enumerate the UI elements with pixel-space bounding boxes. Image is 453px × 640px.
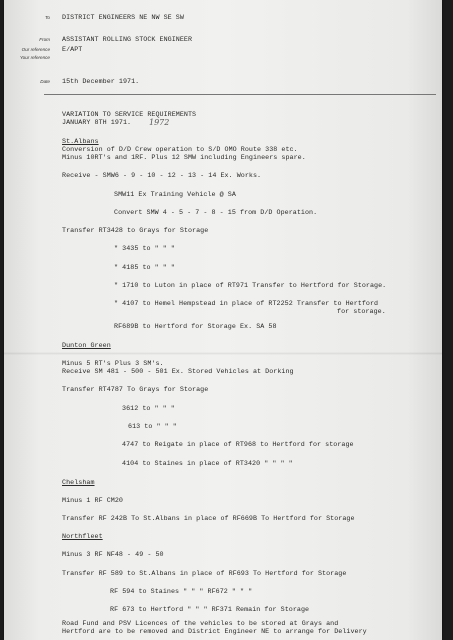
st-albans-transfer-3: " 4185 to " " " [114,264,175,272]
section-heading-northfleet: Northfleet [62,533,103,541]
northfleet-transfer-1: Transfer RF 589 to St.Albans in place of RF693 To Hertford for Storage [62,570,347,578]
northfleet-line-1: Minus 3 RF NF48 - 49 - 50 [62,551,164,559]
from-value: ASSISTANT ROLLING STOCK ENGINEER [62,36,193,44]
to-label: To [45,15,50,20]
st-albans-convert: Convert SMW 4 - 5 - 7 - 8 - 15 from D/D Operation. [114,209,318,217]
st-albans-transfer-5: " 4107 to Hemel Hempstead in place of RT2252 Transfer to Hertford [114,300,379,308]
dunton-transfer-5: 4104 to Staines in place of RT3420 " " " " [122,460,293,468]
memo-sheet [4,0,442,640]
header-rule [44,94,436,95]
dunton-line-1: Minus 5 RT's Plus 3 SM's. [62,360,164,368]
chelsham-line-1: Minus 1 RF CM20 [62,497,123,505]
section-heading-chelsham: Chelsham [62,479,95,487]
date-label: Date [40,79,50,84]
dunton-transfer-2: 3612 to " " " [122,405,175,413]
footer-note-line-1: Road Fund and PSV Licences of the vehicles to be stored at Grays and [62,620,339,628]
section-heading-st-albans: St.Albans [62,138,99,146]
dunton-transfer-4: 4747 to Reigate in place of RT968 to Hertford for storage [122,441,354,449]
your-reference-label: Your reference [19,55,50,60]
st-albans-transfer-1: Transfer RT3428 to Grays for Storage [62,227,209,235]
date-value: 15th December 1971. [62,78,140,86]
handwritten-year: 1972 [149,118,170,127]
section-heading-dunton-green: Dunton Green [62,342,111,350]
st-albans-transfer-2: " 3435 to " " " [114,245,175,253]
to-value: DISTRICT ENGINEERS NE NW SE SW [62,14,184,22]
st-albans-line-2: Minus 10RT's and 1RF. Plus 12 SMW including Engineers spare. [62,154,306,162]
st-albans-receive: Receive - SMW6 - 9 - 10 - 12 - 13 - 14 Ex. Works. [62,172,262,180]
title-line-1: VARIATION TO SERVICE REQUIREMENTS [62,111,197,119]
dunton-line-2: Receive SM 481 - 500 - 501 Ex. Stored Vehicles at Dorking [62,368,294,376]
footer-note-line-2: Hertford are to be removed and District Engineer NE to arrange for Delivery [62,628,367,636]
northfleet-transfer-2: RF 594 to Staines " " " RF672 " " " [110,588,253,596]
dunton-transfer-3: 613 to " " " [128,423,177,431]
st-albans-line-1: Conversion of D/D Crew operation to S/D OMO Route 338 etc. [62,146,298,154]
from-label: From [39,37,50,42]
st-albans-transfer-4: " 1710 to Luton in place of RT971 Transfer to Hertford for Storage. [114,282,387,290]
st-albans-transfer-6: RF689B to Hertford for Storage Ex. SA 58 [114,323,277,331]
chelsham-transfer-1: Transfer RF 242B To St.Albans in place of RF669B To Hertford for Storage [62,515,355,523]
st-albans-smw11: SMW11 Ex Training Vehicle @ SA [114,191,236,199]
st-albans-transfer-5-cont: for storage. [337,308,386,316]
paper-fold [4,352,442,355]
our-reference-label: Our reference [21,47,50,52]
dunton-transfer-1: Transfer RT4787 To Grays for Storage [62,386,209,394]
northfleet-transfer-3: RF 673 to Hertford " " " RF371 Remain for Storage [110,606,310,614]
our-reference-value: E/APT [62,46,83,54]
title-line-2: JANUARY 8TH 1971. [62,119,132,127]
